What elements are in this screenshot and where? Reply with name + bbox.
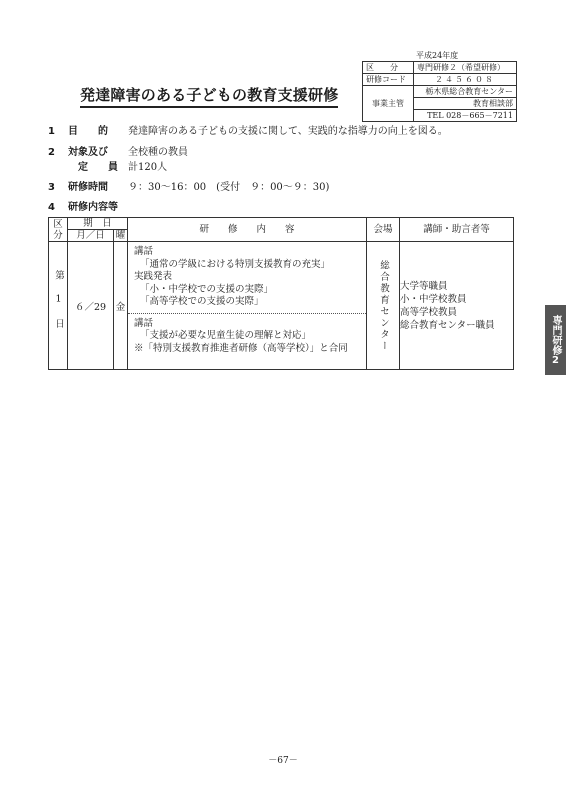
content-block-morning [128,242,366,313]
col-header-venue: 会場 [367,218,400,242]
section-label: 研修内容等 [68,202,118,213]
section-label: 対象及び [68,147,108,158]
section-side-tab [545,305,566,375]
table-header-row [49,218,514,230]
info-value: 専門研修２（希望研修） [414,62,517,74]
course-info-box [362,61,517,122]
section-value: 発達障害のある子どもの支援に関して、実践的な指導力の向上を図る。 [128,126,448,137]
table-row [49,242,514,370]
course-code: ２４５６０８ [414,74,517,86]
content-cell [128,242,367,370]
manager-line: 栃木県総合教育センター [414,86,517,98]
page-title: 発達障害のある子どもの教育支援研修 [80,84,338,108]
col-header-weekday: 曜 [114,230,128,242]
section-value: ９：30～16：00 (受付 ９：00～９：30) [128,182,330,193]
content-line: 「小・中学校での支援の実際」 [140,283,274,295]
schedule-table [48,217,514,370]
content-line: 実践発表 [134,271,173,282]
section-number: 1 [48,126,55,137]
weekday-cell: 金 [114,242,128,370]
info-row-category [363,62,517,74]
info-row-manager [363,86,517,98]
col-header-content: 研 修 内 容 [128,218,367,242]
fiscal-year: 平成24年度 [416,51,459,60]
venue-cell [367,242,400,370]
day-label: 第1日 [53,269,64,342]
content-line: 講話 [134,317,154,329]
side-tab-label: 専門研修2 [550,314,561,366]
content-line: 「支援が必要な児童生徒の理解と対応」 [140,330,312,341]
section-number: 4 [48,202,55,213]
instructor-item: 大学等職員 [400,280,448,292]
info-label: 事業主管 [363,86,414,122]
info-label: 研修コード [363,74,414,86]
col-header-kubun: 区分 [49,218,68,242]
section-label: 研修時間 [68,182,108,193]
day-cell [49,242,68,370]
content-line: 講話 [134,246,154,257]
section-number: 3 [48,182,55,193]
content-line: 「通常の学級における特別支援教育の充実」 [140,258,331,270]
section-label: 定 員 [68,162,118,173]
info-row-code [363,74,517,86]
content-block-afternoon [128,313,366,360]
section-label: 目 的 [68,126,108,137]
section-number: 2 [48,147,55,158]
instructor-item: 小・中学校教員 [400,293,467,305]
venue-label: 総合教育センター [378,259,389,352]
col-header-month-day: 月／日 [68,230,114,242]
section-value: 全校種の教員 [128,147,188,158]
manager-line: 教育相談部 [414,98,517,110]
section-value: 計120人 [128,162,168,173]
col-header-instructors: 講師・助言者等 [400,218,514,242]
instructor-item: 総合教育センター職員 [400,319,495,331]
instructor-item: 高等学校教員 [400,306,458,318]
content-line: ※「特別支援教育推進者研修（高等学校）」と合同 [134,342,348,354]
content-line: 「高等学校での支援の実際」 [140,296,264,307]
col-header-date: 期 日 [68,218,128,230]
manager-line: TEL 028－665－7211 [414,110,517,122]
info-label: 区 分 [363,62,414,74]
date-cell: ６／29 [68,242,114,370]
page-number: －67－ [268,756,298,766]
instructors-cell [400,242,514,370]
